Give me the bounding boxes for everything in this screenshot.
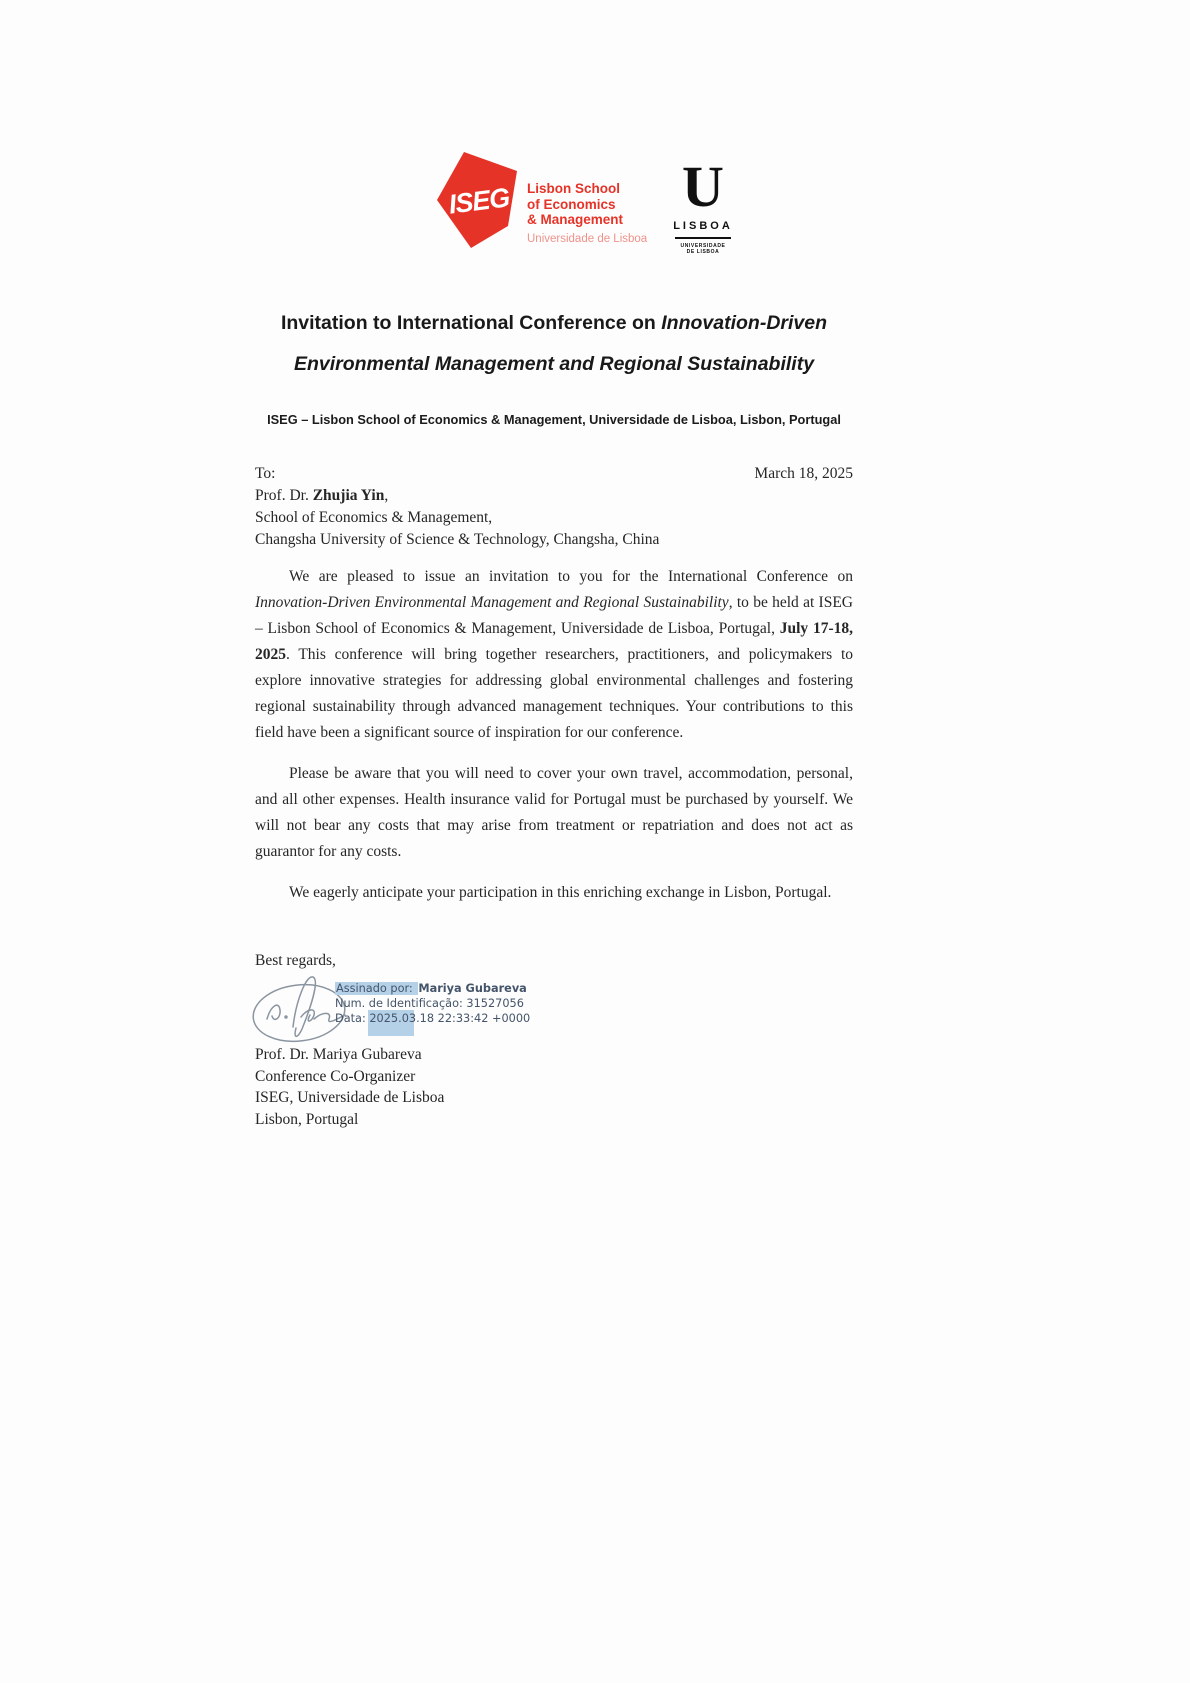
closing-salutation: Best regards, bbox=[255, 952, 336, 969]
letter-title bbox=[255, 303, 853, 385]
iseg-name-line-3: & Management bbox=[527, 212, 624, 228]
ulisboa-sub-line-2: DE LISBOA bbox=[686, 249, 720, 255]
digital-signature-stamp bbox=[335, 981, 530, 1026]
paragraph-2: Please be aware that you will need to cover your own travel, accommodation, personal, and all other expenses. Health insurance valid for Portugal must be purchased by yourself. We will not bear any costs that may arise from treatment or repatriation and does not act as guarantor for any costs. bbox=[255, 765, 853, 860]
recipient-dept: School of Economics & Management, bbox=[255, 509, 493, 526]
signer-location: Lisbon, Portugal bbox=[255, 1110, 359, 1128]
to-label: To: bbox=[255, 465, 276, 482]
title-line1-italic: Innovation-Driven bbox=[661, 312, 828, 334]
recipient-university: Changsha University of Science & Technology, Changsha, China bbox=[255, 531, 660, 548]
stamp-date-highlight: 2025.03 bbox=[369, 1012, 417, 1025]
para1-dates: July 17-18, 2025 bbox=[255, 620, 853, 663]
stamp-date-label: Data: bbox=[335, 1012, 370, 1025]
iseg-name-line-2: of Economics bbox=[527, 196, 616, 212]
recipient-prefix: Prof. Dr. bbox=[255, 487, 313, 504]
paragraph-1 bbox=[255, 564, 853, 746]
to-and-date-row bbox=[255, 463, 853, 485]
para1-conference-name: Innovation-Driven Environmental Management and Regional Sustainability bbox=[255, 594, 729, 611]
ulisboa-u-icon: U bbox=[682, 154, 724, 219]
recipient-name-line bbox=[255, 485, 853, 507]
stamp-date-line bbox=[335, 1011, 530, 1026]
iseg-subname: Universidade de Lisboa bbox=[527, 232, 648, 245]
signer-block bbox=[255, 1044, 444, 1130]
paragraph-3: We eagerly anticipate your participation in this enriching exchange in Lisbon, Portugal. bbox=[289, 884, 832, 901]
stamp-date-rest: .18 22:33:42 +0000 bbox=[416, 1012, 531, 1025]
title-line-2: Environmental Management and Regional Sustainability bbox=[293, 353, 815, 375]
para1-part5: . This conference will bring together researchers, practitioners, and policymakers to explore innovative strategies for addressing global environmental challenges and fostering regional sustainability through advanced management techniques. Your contributions to this field have been a significant source of inspiration for our conference. bbox=[255, 646, 853, 741]
letter-body bbox=[255, 564, 853, 921]
letter-content bbox=[255, 0, 853, 1683]
recipient-suffix: , bbox=[384, 487, 389, 504]
signer-name: Prof. Dr. Mariya Gubareva bbox=[255, 1046, 422, 1063]
title-line-1 bbox=[255, 303, 853, 344]
ulisboa-sub-line-1: UNIVERSIDADE bbox=[680, 243, 726, 249]
signer-role: Conference Co-Organizer bbox=[255, 1067, 416, 1085]
signer-institution: ISEG, Universidade de Lisboa bbox=[255, 1089, 445, 1106]
iseg-logo-mark-text: ISEG bbox=[447, 182, 511, 220]
stamp-id-line: Num. de Identificação: 31527056 bbox=[335, 997, 524, 1010]
address-block bbox=[255, 463, 853, 551]
stamp-signed-by-line bbox=[335, 981, 530, 996]
ulisboa-city: LISBOA bbox=[673, 220, 733, 232]
stamp-signed-by-label: Assinado por: bbox=[336, 982, 417, 995]
recipient-name: Zhujia Yin bbox=[312, 487, 385, 504]
para1-part1: We are pleased to issue an invitation to you for the International Conference on bbox=[289, 568, 853, 585]
stamp-signer-name: Mariya Gubareva bbox=[418, 982, 527, 995]
iseg-name-line-1: Lisbon School bbox=[527, 181, 620, 197]
letter-subtitle: ISEG – Lisbon School of Economics & Management, Universidade de Lisboa, Lisbon, Portugal bbox=[267, 412, 841, 427]
letter-date: March 18, 2025 bbox=[754, 465, 853, 482]
title-line1-regular: Invitation to International Conference on bbox=[280, 312, 662, 334]
para1-part3: , to be held at ISEG – Lisbon School of Economics & Management, Universidade de Lisboa, Portugal, bbox=[255, 594, 853, 637]
